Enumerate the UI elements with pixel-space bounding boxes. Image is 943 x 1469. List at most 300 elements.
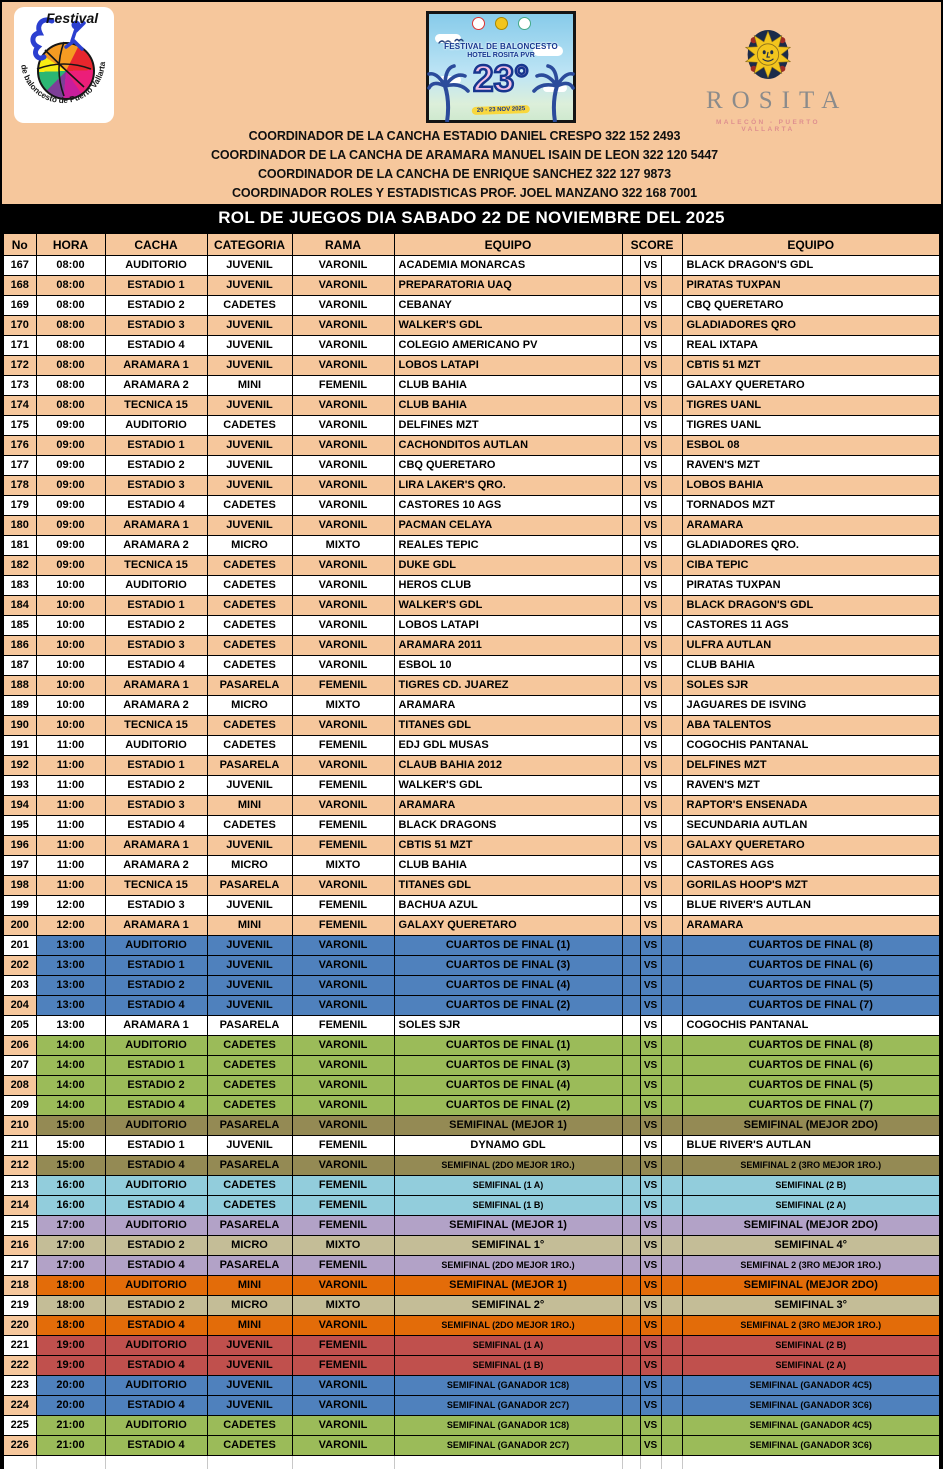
- schedule-row: [3, 1416, 940, 1436]
- cell-no: 188: [3, 676, 36, 696]
- cell-score-1: [622, 1056, 640, 1076]
- cell-categoria: JUVENIL: [207, 896, 292, 916]
- cell-score-2: [661, 1356, 682, 1376]
- cell-vs: VS: [640, 616, 661, 636]
- cell-rama: VARONIL: [292, 556, 394, 576]
- cell-score-1: [622, 1336, 640, 1356]
- cell-rama: VARONIL: [292, 416, 394, 436]
- cell-vs: VS: [640, 256, 661, 276]
- cell-score-2: [661, 676, 682, 696]
- cell-no: 220: [3, 1316, 36, 1336]
- cell-equipo-1: CUARTOS DE FINAL (1): [394, 936, 622, 956]
- cell-equipo-2: CUARTOS DE FINAL (7): [682, 996, 940, 1016]
- cell-cancha: AUDITORIO: [105, 1416, 207, 1436]
- schedule-row: [3, 1336, 940, 1356]
- cell-no: 219: [3, 1296, 36, 1316]
- cell-hora: 09:00: [36, 416, 105, 436]
- cell-rama: FEMENIL: [292, 376, 394, 396]
- cell-categoria: JUVENIL: [207, 996, 292, 1016]
- cell-score-1: [622, 916, 640, 936]
- cell-hora: 13:00: [36, 976, 105, 996]
- cell-cancha: ARAMARA 2: [105, 376, 207, 396]
- cell-equipo-1: WALKER'S GDL: [394, 596, 622, 616]
- cell-score-1: [622, 1436, 640, 1456]
- cell-hora: 10:00: [36, 636, 105, 656]
- cell-score-2: [661, 1096, 682, 1116]
- cell-equipo-1: HEROS CLUB: [394, 576, 622, 596]
- schedule-row: [3, 256, 940, 276]
- schedule-row: [3, 316, 940, 336]
- cell-score-1: [622, 656, 640, 676]
- cell-vs: VS: [640, 1116, 661, 1136]
- cell-score-2: [661, 1376, 682, 1396]
- cell-cancha: AUDITORIO: [105, 416, 207, 436]
- cell-categoria: MINI: [207, 1276, 292, 1296]
- cell-score-2: [661, 636, 682, 656]
- cell-rama: VARONIL: [292, 936, 394, 956]
- cell-score-2: [661, 1056, 682, 1076]
- cell-vs: VS: [640, 536, 661, 556]
- schedule-row: [3, 376, 940, 396]
- cell-rama: VARONIL: [292, 756, 394, 776]
- cell-categoria: JUVENIL: [207, 256, 292, 276]
- cell-equipo-1: CUARTOS DE FINAL (3): [394, 956, 622, 976]
- cell-categoria: PASARELA: [207, 1216, 292, 1236]
- cell-categoria: MICRO: [207, 1296, 292, 1316]
- cell-rama: VARONIL: [292, 1156, 394, 1176]
- cell-equipo-1: DELFINES MZT: [394, 416, 622, 436]
- cell-score-2: [661, 896, 682, 916]
- cell-rama: VARONIL: [292, 1376, 394, 1396]
- cell-score-1: [622, 356, 640, 376]
- cell-equipo-2: RAVEN'S MZT: [682, 776, 940, 796]
- cell-score-1: [622, 696, 640, 716]
- cell-score-2: [661, 1296, 682, 1316]
- cell-categoria: CADETES: [207, 1176, 292, 1196]
- cell-vs: VS: [640, 1376, 661, 1396]
- cell-vs: VS: [640, 1216, 661, 1236]
- cell-score-2: [661, 1316, 682, 1336]
- schedule-row: [3, 876, 940, 896]
- cell-rama: FEMENIL: [292, 1216, 394, 1236]
- cell-no: 224: [3, 1396, 36, 1416]
- cell-vs: VS: [640, 996, 661, 1016]
- banner-edition-number: 23°: [473, 58, 529, 99]
- cell-hora: 08:00: [36, 276, 105, 296]
- cell-vs: VS: [640, 1416, 661, 1436]
- cell-equipo-1: CUARTOS DE FINAL (1): [394, 1036, 622, 1056]
- cell-vs: VS: [640, 756, 661, 776]
- cell-cancha: ESTADIO 4: [105, 1436, 207, 1456]
- cell-hora: 21:00: [36, 1436, 105, 1456]
- cell-score-1: [622, 496, 640, 516]
- cell-score-1: [622, 576, 640, 596]
- cell-vs: VS: [640, 376, 661, 396]
- col-header-hora: HORA: [36, 233, 105, 256]
- schedule-row: [3, 296, 940, 316]
- cell-equipo-2: RAPTOR'S ENSENADA: [682, 796, 940, 816]
- cell-score-1: [622, 1036, 640, 1056]
- schedule-row: [3, 676, 940, 696]
- cell-cancha: AUDITORIO: [105, 936, 207, 956]
- cell-equipo-1: CUARTOS DE FINAL (2): [394, 996, 622, 1016]
- schedule-row: [3, 836, 940, 856]
- cell-score-2: [661, 336, 682, 356]
- cell-categoria: MINI: [207, 1316, 292, 1336]
- cell-hora: 15:00: [36, 1156, 105, 1176]
- cell-score-1: [622, 936, 640, 956]
- cell-hora: 14:00: [36, 1076, 105, 1096]
- cell-rama: VARONIL: [292, 476, 394, 496]
- cell-cancha: AUDITORIO: [105, 1376, 207, 1396]
- cell-rama: FEMENIL: [292, 1356, 394, 1376]
- cell-equipo-1: PREPARATORIA UAQ: [394, 276, 622, 296]
- cell-categoria: PASARELA: [207, 1016, 292, 1036]
- schedule-row: [3, 1136, 940, 1156]
- cell-score-2: [661, 1256, 682, 1276]
- cell-equipo-1: CEBANAY: [394, 296, 622, 316]
- cell-categoria: CADETES: [207, 616, 292, 636]
- cell-equipo-1: SEMIFINAL (GANADOR 1C8): [394, 1376, 622, 1396]
- cell-vs: VS: [640, 1256, 661, 1276]
- cell-vs: VS: [640, 1036, 661, 1056]
- cell-hora: 09:00: [36, 456, 105, 476]
- cell-cancha: ARAMARA 1: [105, 916, 207, 936]
- cell-categoria: JUVENIL: [207, 336, 292, 356]
- col-header-equipo-1: EQUIPO: [394, 233, 622, 256]
- cell-categoria: JUVENIL: [207, 396, 292, 416]
- cell-equipo-2: ARAMARA: [682, 516, 940, 536]
- schedule-row: [3, 336, 940, 356]
- cell-equipo-1: REALES TEPIC: [394, 536, 622, 556]
- cell-categoria: CADETES: [207, 556, 292, 576]
- cell-cancha: ARAMARA 1: [105, 1016, 207, 1036]
- cell-equipo-2: SEMIFINAL (MEJOR 2DO): [682, 1276, 940, 1296]
- cell-cancha: ESTADIO 4: [105, 1256, 207, 1276]
- cell-vs: VS: [640, 1056, 661, 1076]
- cell-equipo-2: SEMIFINAL (2 B): [682, 1336, 940, 1356]
- cell-rama: VARONIL: [292, 396, 394, 416]
- cell-score-1: [622, 1376, 640, 1396]
- cell-vs: VS: [640, 1336, 661, 1356]
- cell-equipo-2: CUARTOS DE FINAL (8): [682, 1036, 940, 1056]
- cell-equipo-2: SEMIFINAL 3°: [682, 1296, 940, 1316]
- cell-categoria: CADETES: [207, 816, 292, 836]
- cell-score-1: [622, 1196, 640, 1216]
- cell-score-1: [622, 476, 640, 496]
- rosita-subtitle: MALECÓN - PUERTO VALLARTA: [715, 119, 820, 133]
- cell-equipo-2: SEMIFINAL (GANADOR 4C5): [682, 1376, 940, 1396]
- cell-hora: 08:00: [36, 316, 105, 336]
- empty-cell: [640, 1456, 661, 1469]
- cell-vs: VS: [640, 956, 661, 976]
- cell-hora: 11:00: [36, 856, 105, 876]
- cell-hora: 09:00: [36, 516, 105, 536]
- cell-vs: VS: [640, 976, 661, 996]
- cell-cancha: TECNICA 15: [105, 556, 207, 576]
- cell-rama: FEMENIL: [292, 816, 394, 836]
- cell-cancha: ESTADIO 3: [105, 476, 207, 496]
- cell-rama: MIXTO: [292, 1296, 394, 1316]
- cell-score-2: [661, 916, 682, 936]
- cell-rama: FEMENIL: [292, 736, 394, 756]
- festival-logo: [14, 7, 114, 123]
- cell-score-2: [661, 936, 682, 956]
- cell-cancha: ESTADIO 4: [105, 1316, 207, 1336]
- cell-equipo-2: SEMIFINAL 4°: [682, 1236, 940, 1256]
- cell-score-1: [622, 836, 640, 856]
- empty-cell: [394, 1456, 622, 1469]
- schedule-row: [3, 796, 940, 816]
- cell-equipo-2: COGOCHIS PANTANAL: [682, 1016, 940, 1036]
- cell-hora: 20:00: [36, 1376, 105, 1396]
- cell-cancha: ESTADIO 4: [105, 336, 207, 356]
- cell-no: 203: [3, 976, 36, 996]
- schedule-row: [3, 1236, 940, 1256]
- cell-categoria: JUVENIL: [207, 1396, 292, 1416]
- cell-hora: 11:00: [36, 796, 105, 816]
- cell-cancha: ARAMARA 1: [105, 516, 207, 536]
- coordinator-line: COORDINADOR DE LA CANCHA ESTADIO DANIEL CRESPO 322 152 2493: [248, 129, 681, 143]
- cell-no: 182: [3, 556, 36, 576]
- cell-equipo-1: SEMIFINAL (1 A): [394, 1336, 622, 1356]
- cell-no: 170: [3, 316, 36, 336]
- cell-no: 202: [3, 956, 36, 976]
- schedule-row: [3, 1076, 940, 1096]
- cell-score-2: [661, 956, 682, 976]
- cell-score-2: [661, 1196, 682, 1216]
- cell-hora: 11:00: [36, 876, 105, 896]
- cell-hora: 10:00: [36, 716, 105, 736]
- cell-cancha: ESTADIO 1: [105, 596, 207, 616]
- col-header-no: No: [3, 233, 36, 256]
- cell-no: 169: [3, 296, 36, 316]
- cell-rama: FEMENIL: [292, 676, 394, 696]
- cell-score-2: [661, 296, 682, 316]
- cell-cancha: AUDITORIO: [105, 576, 207, 596]
- empty-row: [3, 1456, 940, 1469]
- page-title: ROL DE JUEGOS DIA SABADO 22 DE NOVIEMBRE DEL 2025: [2, 204, 941, 232]
- cell-equipo-1: SEMIFINAL (2DO MEJOR 1RO.): [394, 1316, 622, 1336]
- cell-vs: VS: [640, 596, 661, 616]
- cell-hora: 19:00: [36, 1336, 105, 1356]
- cell-rama: VARONIL: [292, 656, 394, 676]
- cell-categoria: JUVENIL: [207, 1336, 292, 1356]
- cell-score-2: [661, 656, 682, 676]
- cell-equipo-1: CACHONDITOS AUTLAN: [394, 436, 622, 456]
- cell-equipo-1: CUARTOS DE FINAL (2): [394, 1096, 622, 1116]
- cell-no: 172: [3, 356, 36, 376]
- col-header-equipo-2: EQUIPO: [682, 233, 940, 256]
- cell-hora: 08:00: [36, 376, 105, 396]
- cell-cancha: ESTADIO 2: [105, 776, 207, 796]
- schedule-row: [3, 1356, 940, 1376]
- cell-score-2: [661, 576, 682, 596]
- schedule-row: [3, 596, 940, 616]
- cell-rama: FEMENIL: [292, 1176, 394, 1196]
- schedule-row: [3, 776, 940, 796]
- cell-score-2: [661, 796, 682, 816]
- cell-categoria: CADETES: [207, 576, 292, 596]
- cell-score-1: [622, 316, 640, 336]
- cell-equipo-1: LIRA LAKER'S QRO.: [394, 476, 622, 496]
- cell-score-2: [661, 1336, 682, 1356]
- cell-categoria: MINI: [207, 916, 292, 936]
- cell-categoria: PASARELA: [207, 1116, 292, 1136]
- cell-rama: VARONIL: [292, 496, 394, 516]
- cell-score-2: [661, 456, 682, 476]
- cell-equipo-1: SEMIFINAL (GANADOR 2C7): [394, 1396, 622, 1416]
- cell-hora: 18:00: [36, 1316, 105, 1336]
- cell-score-1: [622, 296, 640, 316]
- cell-hora: 08:00: [36, 256, 105, 276]
- cell-score-1: [622, 1216, 640, 1236]
- cell-categoria: JUVENIL: [207, 776, 292, 796]
- cell-no: 178: [3, 476, 36, 496]
- cell-hora: 20:00: [36, 1396, 105, 1416]
- cell-rama: VARONIL: [292, 716, 394, 736]
- cell-score-2: [661, 1216, 682, 1236]
- cell-equipo-1: SEMIFINAL (MEJOR 1): [394, 1276, 622, 1296]
- cell-equipo-1: CLUB BAHIA: [394, 376, 622, 396]
- cell-equipo-2: CUARTOS DE FINAL (5): [682, 1076, 940, 1096]
- cell-no: 167: [3, 256, 36, 276]
- cell-score-1: [622, 1356, 640, 1376]
- cell-cancha: ESTADIO 1: [105, 1056, 207, 1076]
- banner-title-line1: FESTIVAL DE BALONCESTO: [444, 42, 558, 51]
- cell-equipo-2: COGOCHIS PANTANAL: [682, 736, 940, 756]
- cell-no: 177: [3, 456, 36, 476]
- cell-score-2: [661, 876, 682, 896]
- cell-hora: 18:00: [36, 1276, 105, 1296]
- cell-equipo-2: SEMIFINAL (GANADOR 3C6): [682, 1396, 940, 1416]
- cell-categoria: JUVENIL: [207, 456, 292, 476]
- cell-categoria: JUVENIL: [207, 936, 292, 956]
- cell-cancha: TECNICA 15: [105, 876, 207, 896]
- banner-mini-logos: [429, 17, 573, 30]
- cell-cancha: ARAMARA 1: [105, 836, 207, 856]
- cell-categoria: CADETES: [207, 1416, 292, 1436]
- cell-equipo-1: CLUB BAHIA: [394, 396, 622, 416]
- cell-cancha: ESTADIO 4: [105, 1096, 207, 1116]
- cell-equipo-2: JAGUARES DE ISVING: [682, 696, 940, 716]
- cell-equipo-1: ESBOL 10: [394, 656, 622, 676]
- cell-cancha: ESTADIO 2: [105, 616, 207, 636]
- cell-equipo-1: DYNAMO GDL: [394, 1136, 622, 1156]
- coordinator-line: COORDINADOR ROLES Y ESTADISTICAS PROF. JOEL MANZANO 322 168 7001: [231, 186, 697, 200]
- cell-categoria: CADETES: [207, 1056, 292, 1076]
- cell-score-2: [661, 836, 682, 856]
- cell-vs: VS: [640, 1096, 661, 1116]
- cell-hora: 16:00: [36, 1176, 105, 1196]
- rosita-logo: [700, 28, 849, 133]
- cell-no: 204: [3, 996, 36, 1016]
- cell-equipo-2: GALAXY QUERETARO: [682, 836, 940, 856]
- cell-equipo-1: SEMIFINAL (2DO MEJOR 1RO.): [394, 1156, 622, 1176]
- cell-score-2: [661, 516, 682, 536]
- cell-hora: 11:00: [36, 836, 105, 856]
- cell-rama: VARONIL: [292, 996, 394, 1016]
- cell-vs: VS: [640, 1436, 661, 1456]
- cell-no: 209: [3, 1096, 36, 1116]
- cell-rama: VARONIL: [292, 456, 394, 476]
- cell-no: 175: [3, 416, 36, 436]
- cell-equipo-1: CBTIS 51 MZT: [394, 836, 622, 856]
- cell-categoria: JUVENIL: [207, 956, 292, 976]
- cell-score-1: [622, 1156, 640, 1176]
- cell-cancha: ESTADIO 4: [105, 496, 207, 516]
- cell-cancha: ESTADIO 4: [105, 1196, 207, 1216]
- cell-cancha: AUDITORIO: [105, 736, 207, 756]
- cell-equipo-2: ARAMARA: [682, 916, 940, 936]
- cell-equipo-1: CUARTOS DE FINAL (4): [394, 976, 622, 996]
- cell-no: 199: [3, 896, 36, 916]
- cell-hora: 14:00: [36, 1096, 105, 1116]
- cell-hora: 17:00: [36, 1236, 105, 1256]
- cell-hora: 15:00: [36, 1136, 105, 1156]
- cell-cancha: TECNICA 15: [105, 716, 207, 736]
- cell-rama: VARONIL: [292, 1436, 394, 1456]
- table-header-row: [3, 233, 940, 256]
- cell-equipo-2: TIGRES UANL: [682, 416, 940, 436]
- cell-vs: VS: [640, 1356, 661, 1376]
- cell-equipo-2: BLACK DRAGON'S GDL: [682, 256, 940, 276]
- cell-score-2: [661, 776, 682, 796]
- cell-hora: 10:00: [36, 596, 105, 616]
- cell-rama: MIXTO: [292, 1236, 394, 1256]
- cell-equipo-2: SEMIFINAL (2 B): [682, 1176, 940, 1196]
- cell-equipo-1: GALAXY QUERETARO: [394, 916, 622, 936]
- cell-score-2: [661, 496, 682, 516]
- empty-cell: [207, 1456, 292, 1469]
- cell-equipo-2: SECUNDARIA AUTLAN: [682, 816, 940, 836]
- cell-rama: VARONIL: [292, 1116, 394, 1136]
- cell-hora: 17:00: [36, 1256, 105, 1276]
- cell-cancha: AUDITORIO: [105, 1336, 207, 1356]
- mini-sponsor-logo: [518, 17, 531, 30]
- cell-hora: 13:00: [36, 1016, 105, 1036]
- cell-score-2: [661, 736, 682, 756]
- cell-categoria: MICRO: [207, 536, 292, 556]
- cell-vs: VS: [640, 676, 661, 696]
- cell-hora: 11:00: [36, 776, 105, 796]
- cell-vs: VS: [640, 356, 661, 376]
- cell-vs: VS: [640, 416, 661, 436]
- cell-vs: VS: [640, 1276, 661, 1296]
- cell-rama: VARONIL: [292, 616, 394, 636]
- cell-equipo-2: ESBOL 08: [682, 436, 940, 456]
- cell-score-1: [622, 1256, 640, 1276]
- cell-categoria: PASARELA: [207, 876, 292, 896]
- cell-no: 221: [3, 1336, 36, 1356]
- cell-vs: VS: [640, 336, 661, 356]
- cell-categoria: MINI: [207, 376, 292, 396]
- empty-cell: [622, 1456, 640, 1469]
- cell-no: 206: [3, 1036, 36, 1056]
- cell-no: 208: [3, 1076, 36, 1096]
- cell-no: 197: [3, 856, 36, 876]
- cell-hora: 09:00: [36, 556, 105, 576]
- cell-no: 216: [3, 1236, 36, 1256]
- schedule-row: [3, 536, 940, 556]
- cell-score-2: [661, 816, 682, 836]
- cell-rama: VARONIL: [292, 956, 394, 976]
- cell-categoria: JUVENIL: [207, 476, 292, 496]
- cell-cancha: ESTADIO 1: [105, 276, 207, 296]
- cell-equipo-2: CUARTOS DE FINAL (6): [682, 1056, 940, 1076]
- cell-rama: VARONIL: [292, 516, 394, 536]
- cell-cancha: ESTADIO 2: [105, 976, 207, 996]
